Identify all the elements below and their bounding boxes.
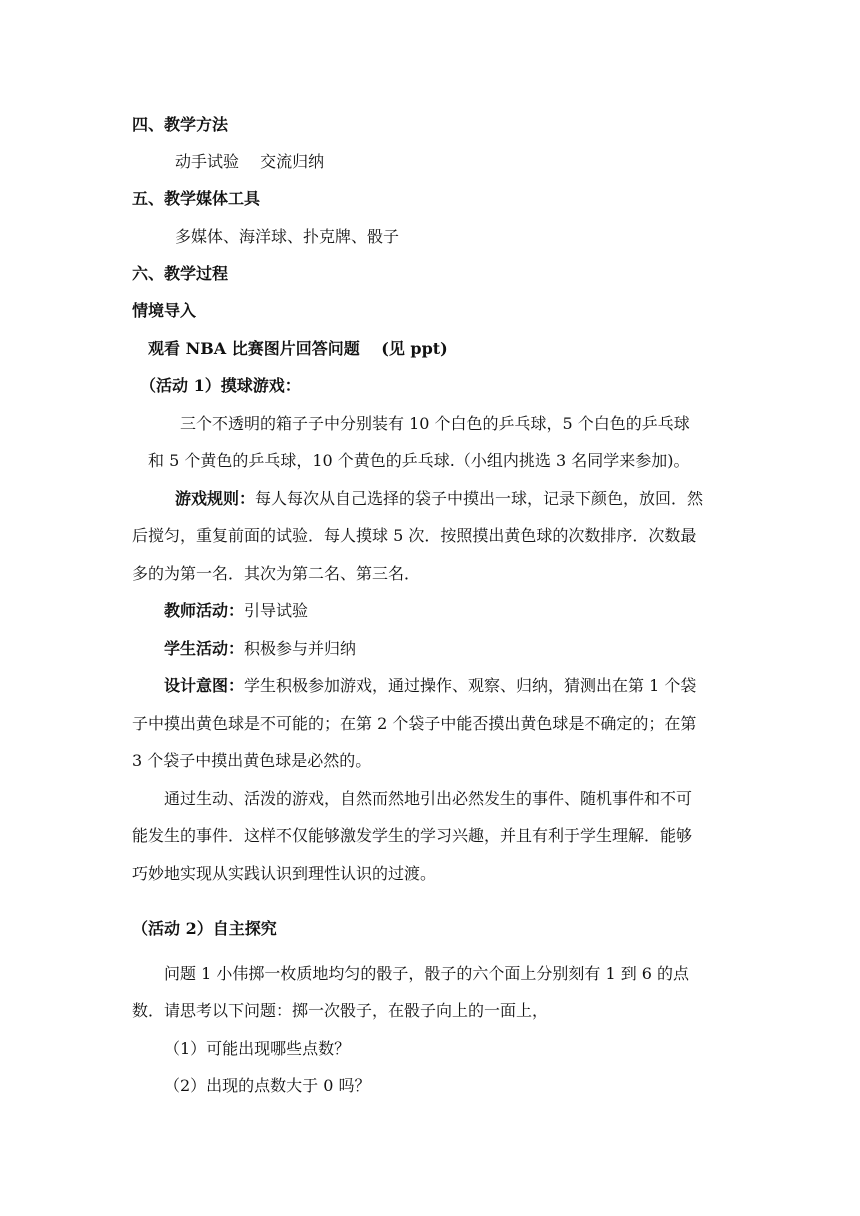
rules-text-line3: 多的为第一名．其次为第二名、第三名． <box>132 564 421 583</box>
activity1-desc-line1: 三个不透明的箱子子中分别装有 10 个白色的乒乓球，5 个白色的乒乓球 <box>180 414 690 433</box>
rules-paragraph-line1 <box>175 487 703 511</box>
process-heading: 六、教学过程 <box>132 264 229 283</box>
design-paragraph-line1 <box>164 674 696 698</box>
media-heading: 五、教学媒体工具 <box>132 189 261 208</box>
design-text-line2: 子中摸出黄色球是不可能的；在第 2 个袋子中能否摸出黄色球是不确定的；在第 <box>132 714 697 733</box>
rules-text-line1: 每人每次从自己选择的袋子中摸出一球，记录下颜色，放回．然 <box>255 489 704 508</box>
design-text-line3: 3 个袋子中摸出黄色球是必然的。 <box>132 751 372 770</box>
design-text-line1: 学生积极参加游戏，通过操作、观察、归纳，猜测出在第 1 个袋 <box>244 676 697 695</box>
teacher-text: 引导试验 <box>244 601 309 620</box>
summary-line1: 通过生动、活泼的游戏，自然而然地引出必然发生的事件、随机事件和不可 <box>164 789 693 808</box>
teacher-activity <box>164 599 308 623</box>
methods-text: 动手试验 交流归纳 <box>175 152 325 171</box>
intro-text: 观看 NBA 比赛图片回答问题 (见 ppt) <box>148 339 448 358</box>
problem-line2: 数．请思考以下问题：掷一次骰子，在骰子向上的一面上， <box>132 1001 549 1020</box>
question-2: （2）出现的点数大于 0 吗？ <box>164 1076 371 1095</box>
question-1: （1）可能出现哪些点数？ <box>164 1039 351 1058</box>
student-label: 学生活动： <box>164 639 245 658</box>
activity1-heading: （活动 1）摸球游戏： <box>140 376 301 395</box>
activity2-heading: （活动 2）自主探究 <box>132 919 277 938</box>
rules-label: 游戏规则： <box>175 489 256 508</box>
summary-line3: 巧妙地实现从实践认识到理性认识的过渡。 <box>132 864 437 883</box>
problem-line1: 问题 1 小伟掷一枚质地均匀的骰子，骰子的六个面上分别刻有 1 到 6 的点 <box>164 964 690 983</box>
rules-text-line2: 后搅匀，重复前面的试验．每人摸球 5 次．按照摸出黄色球的次数排序．次数最 <box>132 526 697 545</box>
teacher-label: 教师活动： <box>164 601 245 620</box>
methods-heading: 四、教学方法 <box>132 115 229 134</box>
student-activity <box>164 637 356 661</box>
student-text: 积极参与并归纳 <box>244 639 357 658</box>
intro-heading: 情境导入 <box>132 301 197 320</box>
media-text: 多媒体、海洋球、扑克牌、骰子 <box>175 227 400 246</box>
activity1-desc-line2: 和 5 个黄色的乒乓球，10 个黄色的乒乓球.（小组内挑选 3 名同学来参加)。 <box>148 451 690 470</box>
design-label: 设计意图： <box>164 676 245 695</box>
summary-line2: 能发生的事件．这样不仅能够激发学生的学习兴趣，并且有利于学生理解．能够 <box>132 826 693 845</box>
